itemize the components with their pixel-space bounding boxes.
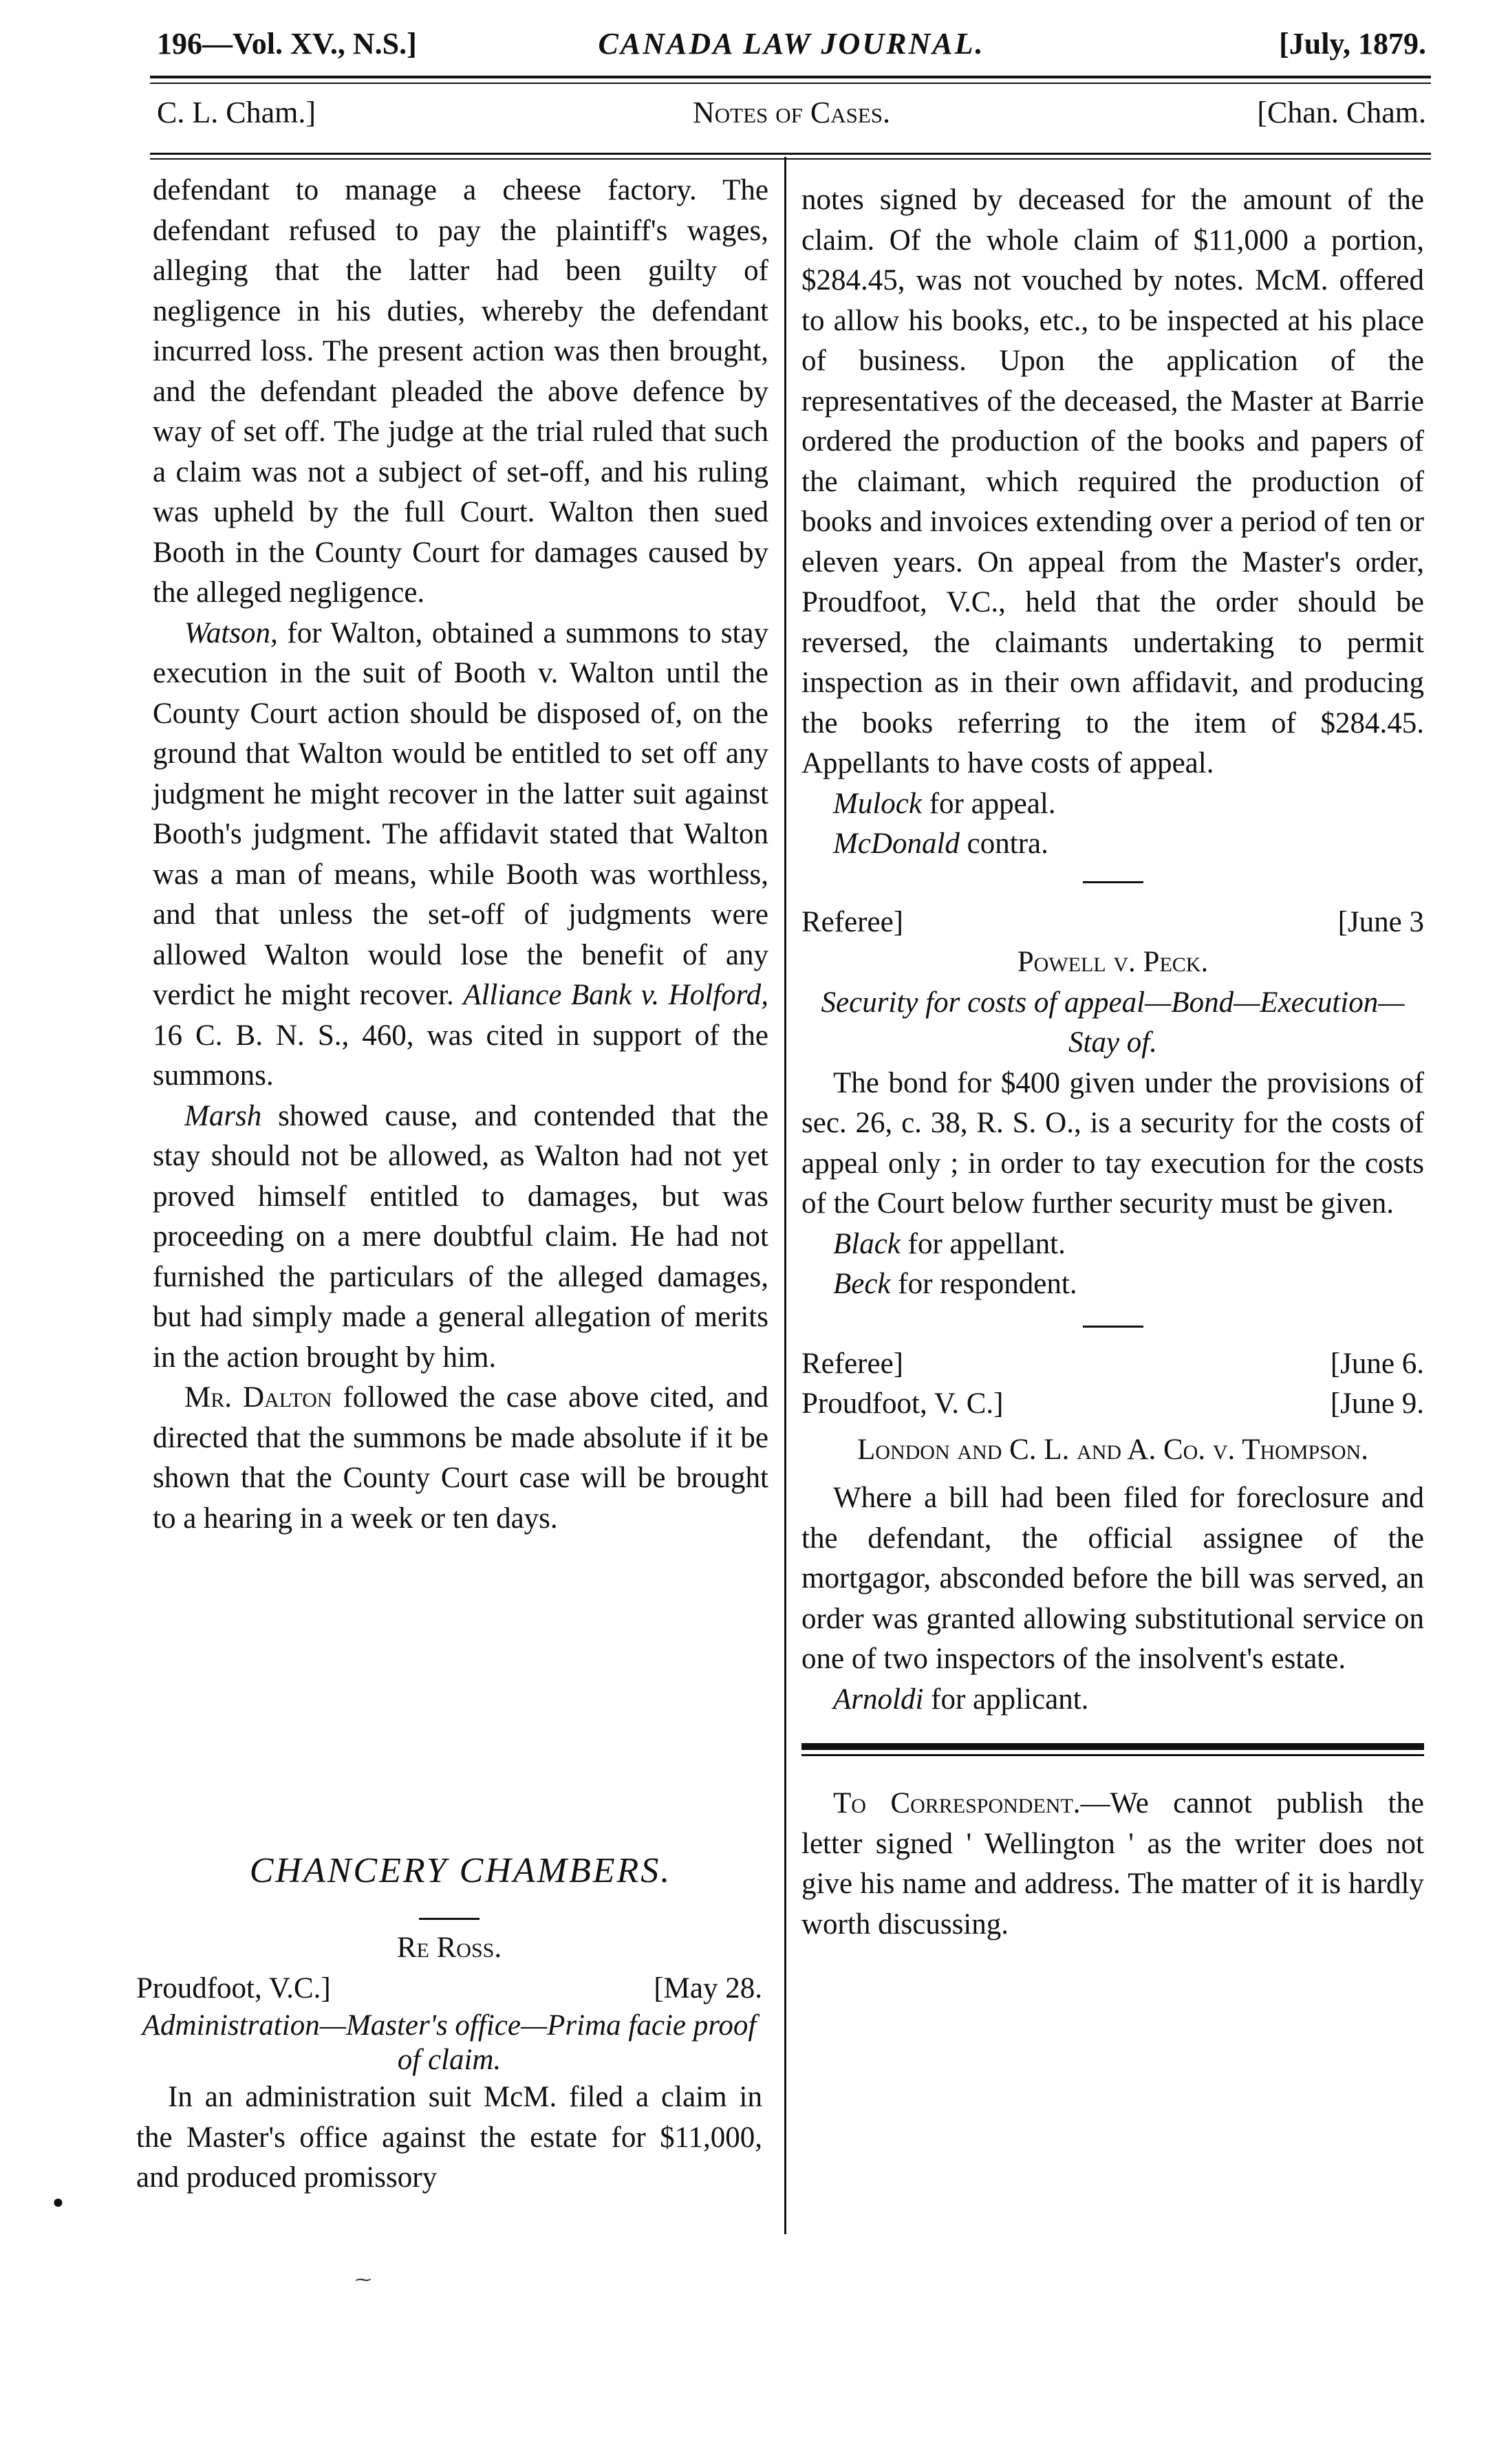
case-title: London and C. L. and A. Co. v. Thompson. (857, 1433, 1368, 1466)
counsel-name: Beck (833, 1268, 891, 1300)
case-date: [June 6. (1330, 1347, 1424, 1380)
counsel-line: Beck for respondent. (833, 1268, 1077, 1300)
court: Referee] (801, 1347, 903, 1380)
case-date: [June 3 (1337, 905, 1424, 938)
counsel-line: McDonald contra. (833, 828, 1048, 860)
case-date: [May 28. (654, 1971, 762, 2004)
divider (1083, 1326, 1143, 1328)
page-volume: 196—Vol. XV., N.S.] (157, 27, 417, 61)
counsel-name: Black (833, 1227, 901, 1260)
case-citation: Alliance Bank v. Holford, (463, 979, 768, 1011)
running-header (157, 26, 1426, 67)
counsel-name: Arnoldi (833, 1683, 924, 1716)
header-rule-thin (150, 83, 1431, 84)
court: Referee] (801, 905, 903, 938)
scan-speck-icon: ⁓ (355, 2271, 372, 2289)
judge-name: Mr. Dalton (184, 1381, 332, 1414)
paragraph: Marsh showed cause, and contended that the stay should not be allowed, as Walton had not yet proved himself entitled to damages, but was proceeding on a mere doubtful claim. He had not furnished the particulars of the alleged damages, but had simply made a general allegation of merits in the action brought by him. (153, 1099, 768, 1374)
issue-date: [July, 1879. (1279, 27, 1426, 61)
section-rule-thin (150, 158, 1431, 160)
section-left: C. L. Cham.] (157, 96, 316, 129)
section-center: Notes of Cases. (692, 96, 891, 129)
section-title: CHANCERY CHAMBERS. (249, 1851, 672, 1890)
counsel-name: McDonald (833, 828, 960, 860)
case-court-line (801, 1344, 1424, 1385)
paragraph: In an administration suit McM. filed a claim in the Master's office against the estate for $11,000, and produced promissory (136, 2081, 762, 2194)
judge: Proudfoot, V.C.] (136, 1971, 331, 2004)
notice-rule (801, 1743, 1424, 1750)
margin-mark-icon: ● (52, 2192, 64, 2213)
chancery-section (136, 1918, 762, 2198)
counsel-name: Mulock (833, 787, 922, 820)
case-title: Powell v. Peck. (1017, 946, 1209, 978)
section-right: [Chan. Cham. (1257, 96, 1426, 129)
paragraph: Where a bill had been filed for foreclosure and the defendant, the official assignee of the mortgagor, absconded before the bill was served, an order was granted allowing substitutional service on one of two inspectors of the insolvent's estate. (801, 1482, 1424, 1675)
case-court-line (801, 903, 1424, 943)
headnote: Security for costs of appeal—Bond—Execution—Stay of. (821, 986, 1405, 1059)
notice-lead: To Correspondent. (833, 1787, 1081, 1819)
left-column (153, 171, 768, 1539)
case-court-line (136, 1969, 762, 2009)
counsel-line: Arnoldi for applicant. (833, 1683, 1089, 1716)
case-date: [June 9. (1330, 1387, 1424, 1420)
headnote: Administration—Master's office—Prima facie proof of claim. (142, 2009, 757, 2076)
correspondent-notice: To Correspondent.—We cannot publish the letter signed ' Wellington ' as the writer does not give his name and address. The matter of it is hardly worth discussing. (801, 1787, 1424, 1941)
divider (1083, 881, 1143, 883)
counsel-line: Mulock for appeal. (833, 787, 1056, 820)
right-column (801, 180, 1424, 1945)
paragraph: The bond for $400 given under the provisions of sec. 26, c. 38, R. S. O., is a security for the costs of appeal only ; in order to tay execution for the costs of the Court below further security must be given. (801, 1066, 1424, 1220)
header-rule (150, 76, 1431, 78)
judge: Proudfoot, V. C.] (801, 1387, 1004, 1420)
case-title: Re Ross. (396, 1932, 502, 1964)
paragraph: notes signed by deceased for the amount of the claim. Of the whole claim of $11,000 a portion, $284.45, was not vouched by notes. McM. offered to allow his books, etc., to be inspected at his place of business. Upon the application of the representatives of the deceased, the Master at Barrie ordered the production of the books and papers of the claimant, which required the production of books and invoices extending over a period of ten or eleven years. On appeal from the Master's order, Proudfoot, V.C., held that the order should be reversed, the claimants undertaking to permit inspection as in their own affidavit, and producing the books referring to the item of $284.45. Appellants to have costs of appeal. (801, 184, 1424, 779)
divider (419, 1918, 480, 1920)
paragraph: Mr. Dalton followed the case above cited, and directed that the summons be made absolute if it be shown that the County Court case will be brought to a hearing in a week or ten days. (153, 1381, 768, 1535)
journal-title: CANADA LAW JOURNAL. (598, 27, 985, 61)
section-header (157, 95, 1426, 136)
paragraph: defendant to manage a cheese factory. The defendant refused to pay the plaintiff's wages, alleging that the latter had been guilty of negligence in his duties, whereby the defendant incurred loss. The present action was then brought, and the defendant pleaded the above defence by way of set off. The judge at the trial ruled that such a claim was not a subject of set-off, and his ruling was upheld by the full Court. Walton then sued Booth in the County Court for damages caused by the alleged negligence. (153, 174, 768, 609)
section-rule (150, 153, 1431, 155)
counsel-name: Watson, (184, 616, 278, 649)
column-divider (784, 157, 786, 2234)
paragraph: Watson, for Walton, obtained a summons to stay execution in the suit of Booth v. Walton until the County Court action should be disposed of, on the ground that Walton would be entitled to set off any judgment he might recover in the latter suit against Booth's judgment. The affidavit stated that Walton was a man of means, while Booth was worthless, and that unless the set-off of judgments were allowed Walton would lose the benefit of any verdict he might recover. Alliance Bank v. Holford, 16 C. B. N. S., 460, was cited in support of the summons. (153, 616, 768, 1092)
notice-rule-thin (801, 1754, 1424, 1756)
case-court-line (801, 1384, 1424, 1425)
counsel-line: Black for appellant. (833, 1227, 1066, 1260)
counsel-name: Marsh (184, 1099, 262, 1132)
